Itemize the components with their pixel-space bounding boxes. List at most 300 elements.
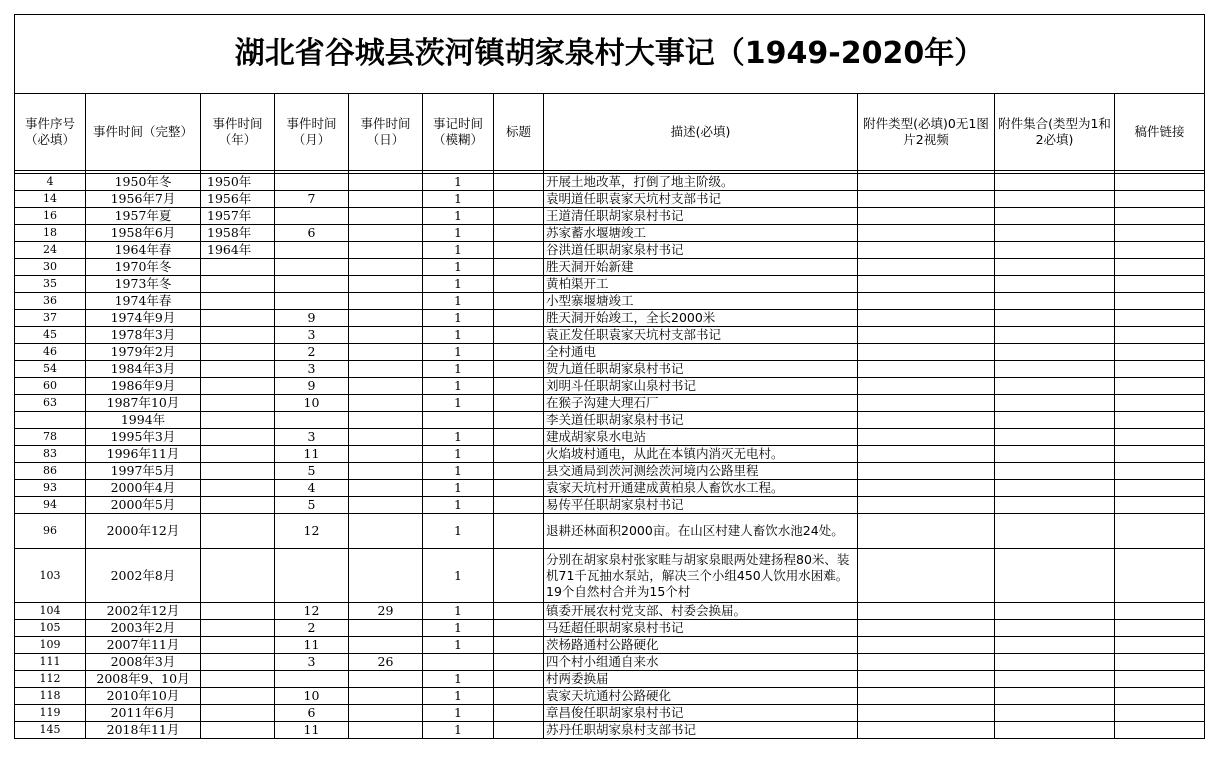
cell-attachment-type: [858, 722, 995, 739]
cell-attachment-set: [995, 688, 1115, 705]
cell-event-id: 104: [15, 603, 86, 620]
cell-fuzzy-time: 1: [423, 514, 494, 549]
cell-event-year: [201, 293, 275, 310]
cell-attachment-set: [995, 174, 1115, 191]
cell-event-month: [275, 549, 349, 603]
cell-event-id: 60: [15, 378, 86, 395]
cell-fuzzy-time: 1: [423, 705, 494, 722]
table-row: [15, 327, 1205, 344]
cell-attachment-type: [858, 497, 995, 514]
cell-event-year: 1950年: [201, 174, 275, 191]
cell-title: [494, 463, 544, 480]
cell-fuzzy-time: 1: [423, 327, 494, 344]
cell-title: [494, 344, 544, 361]
header-title: 标题: [494, 94, 544, 171]
cell-event-time-full: 2002年8月: [86, 549, 201, 603]
cell-article-link: [1115, 514, 1205, 549]
cell-event-year: 1956年: [201, 191, 275, 208]
table-row: [15, 620, 1205, 637]
cell-event-id: 111: [15, 654, 86, 671]
cell-event-year: [201, 705, 275, 722]
cell-title: [494, 429, 544, 446]
cell-event-id: 103: [15, 549, 86, 603]
header-row: [15, 94, 1205, 171]
cell-attachment-set: [995, 497, 1115, 514]
cell-title: [494, 480, 544, 497]
cell-event-month: [275, 276, 349, 293]
cell-article-link: [1115, 446, 1205, 463]
cell-event-time-full: 1994年: [86, 412, 201, 429]
cell-title: [494, 395, 544, 412]
cell-event-time-full: 1996年11月: [86, 446, 201, 463]
cell-fuzzy-time: 1: [423, 293, 494, 310]
cell-attachment-type: [858, 480, 995, 497]
cell-description: 分别在胡家泉村张家畦与胡家泉眼两处建扬程80米、装机71千瓦抽水泵站，解决三个小组450人饮用水困难。19个自然村合并为15个村: [544, 549, 858, 603]
header-attachment-set: 附件集合(类型为1和2必填): [995, 94, 1115, 171]
cell-description: 全村通电: [544, 344, 858, 361]
cell-article-link: [1115, 412, 1205, 429]
table-row: [15, 705, 1205, 722]
cell-event-id: 96: [15, 514, 86, 549]
cell-attachment-set: [995, 395, 1115, 412]
cell-event-year: [201, 310, 275, 327]
cell-event-year: [201, 412, 275, 429]
cell-article-link: [1115, 429, 1205, 446]
cell-event-id: 14: [15, 191, 86, 208]
cell-fuzzy-time: [423, 412, 494, 429]
header-fuzzy-time: 事记时间（模糊）: [423, 94, 494, 171]
cell-attachment-set: [995, 654, 1115, 671]
table-row: [15, 412, 1205, 429]
cell-description: 火焰坡村通电，从此在本镇内消灭无电村。: [544, 446, 858, 463]
cell-event-time-full: 2002年12月: [86, 603, 201, 620]
cell-fuzzy-time: 1: [423, 637, 494, 654]
cell-event-time-full: 2008年9、10月: [86, 671, 201, 688]
cell-title: [494, 259, 544, 276]
cell-attachment-type: [858, 293, 995, 310]
cell-event-day: [349, 395, 423, 412]
table-row: [15, 688, 1205, 705]
cell-event-time-full: 1957年夏: [86, 208, 201, 225]
cell-event-id: 86: [15, 463, 86, 480]
cell-event-time-full: 1974年春: [86, 293, 201, 310]
cell-attachment-set: [995, 378, 1115, 395]
cell-event-id: 16: [15, 208, 86, 225]
cell-attachment-set: [995, 705, 1115, 722]
table-row: [15, 344, 1205, 361]
cell-attachment-type: [858, 344, 995, 361]
cell-event-day: [349, 378, 423, 395]
cell-description: 在猴子沟建大理石厂: [544, 395, 858, 412]
cell-description: 胜天洞开始竣工，全长2000米: [544, 310, 858, 327]
cell-attachment-type: [858, 259, 995, 276]
cell-event-time-full: 1986年9月: [86, 378, 201, 395]
cell-event-month: [275, 208, 349, 225]
cell-event-month: 3: [275, 361, 349, 378]
cell-attachment-set: [995, 671, 1115, 688]
cell-fuzzy-time: 1: [423, 722, 494, 739]
cell-title: [494, 654, 544, 671]
cell-event-year: [201, 395, 275, 412]
cell-article-link: [1115, 378, 1205, 395]
cell-article-link: [1115, 688, 1205, 705]
header-attachment-type: 附件类型(必填)0无1图片2视频: [858, 94, 995, 171]
cell-title: [494, 549, 544, 603]
cell-fuzzy-time: 1: [423, 344, 494, 361]
cell-event-time-full: 1978年3月: [86, 327, 201, 344]
cell-event-year: [201, 429, 275, 446]
cell-title: [494, 705, 544, 722]
cell-fuzzy-time: 1: [423, 395, 494, 412]
cell-event-month: 4: [275, 480, 349, 497]
cell-event-id: [15, 412, 86, 429]
cell-attachment-set: [995, 603, 1115, 620]
cell-attachment-set: [995, 480, 1115, 497]
spreadsheet: [14, 14, 1205, 739]
cell-event-day: [349, 310, 423, 327]
cell-event-year: [201, 276, 275, 293]
cell-event-time-full: 1958年6月: [86, 225, 201, 242]
cell-article-link: [1115, 276, 1205, 293]
cell-title: [494, 310, 544, 327]
table-row: [15, 480, 1205, 497]
cell-attachment-set: [995, 191, 1115, 208]
table-row: [15, 722, 1205, 739]
table-row: [15, 174, 1205, 191]
cell-fuzzy-time: 1: [423, 429, 494, 446]
cell-event-id: 4: [15, 174, 86, 191]
cell-attachment-set: [995, 412, 1115, 429]
cell-fuzzy-time: 1: [423, 688, 494, 705]
table-row: [15, 671, 1205, 688]
cell-attachment-type: [858, 276, 995, 293]
cell-title: [494, 327, 544, 344]
cell-title: [494, 208, 544, 225]
cell-event-time-full: 2010年10月: [86, 688, 201, 705]
cell-event-time-full: 2008年3月: [86, 654, 201, 671]
cell-event-day: [349, 463, 423, 480]
cell-event-month: 2: [275, 344, 349, 361]
cell-attachment-type: [858, 361, 995, 378]
cell-description: 刘明斗任职胡家山泉村书记: [544, 378, 858, 395]
cell-event-day: [349, 361, 423, 378]
cell-event-id: 78: [15, 429, 86, 446]
cell-article-link: [1115, 259, 1205, 276]
cell-fuzzy-time: 1: [423, 242, 494, 259]
cell-attachment-type: [858, 620, 995, 637]
cell-attachment-set: [995, 549, 1115, 603]
cell-event-id: 18: [15, 225, 86, 242]
table-row: [15, 654, 1205, 671]
sheet-title: 湖北省谷城县茨河镇胡家泉村大事记（1949-2020年）: [15, 15, 1205, 94]
table-row: [15, 276, 1205, 293]
cell-fuzzy-time: 1: [423, 225, 494, 242]
cell-event-id: 109: [15, 637, 86, 654]
cell-attachment-type: [858, 603, 995, 620]
cell-description: 贺九道任职胡家泉村书记: [544, 361, 858, 378]
cell-event-month: 2: [275, 620, 349, 637]
cell-description: 王道清任职胡家泉村书记: [544, 208, 858, 225]
cell-event-id: 37: [15, 310, 86, 327]
cell-title: [494, 242, 544, 259]
cell-event-year: [201, 671, 275, 688]
cell-fuzzy-time: 1: [423, 463, 494, 480]
cell-event-year: 1958年: [201, 225, 275, 242]
cell-fuzzy-time: [423, 654, 494, 671]
cell-event-time-full: 2000年12月: [86, 514, 201, 549]
cell-attachment-set: [995, 259, 1115, 276]
cell-event-month: 11: [275, 446, 349, 463]
cell-description: 谷洪道任职胡家泉村书记: [544, 242, 858, 259]
cell-attachment-type: [858, 549, 995, 603]
cell-attachment-type: [858, 242, 995, 259]
cell-article-link: [1115, 637, 1205, 654]
cell-description: 小型寨堰塘竣工: [544, 293, 858, 310]
table-row: [15, 191, 1205, 208]
cell-event-time-full: 2011年6月: [86, 705, 201, 722]
cell-article-link: [1115, 208, 1205, 225]
table-row: [15, 378, 1205, 395]
cell-fuzzy-time: 1: [423, 671, 494, 688]
cell-event-id: 112: [15, 671, 86, 688]
cell-article-link: [1115, 654, 1205, 671]
table-row: [15, 429, 1205, 446]
cell-description: 苏家蓄水堰塘竣工: [544, 225, 858, 242]
cell-event-year: [201, 463, 275, 480]
cell-attachment-type: [858, 327, 995, 344]
cell-fuzzy-time: 1: [423, 378, 494, 395]
cell-event-year: [201, 497, 275, 514]
table-row: [15, 259, 1205, 276]
cell-attachment-type: [858, 705, 995, 722]
cell-fuzzy-time: 1: [423, 208, 494, 225]
cell-event-id: 119: [15, 705, 86, 722]
cell-event-id: 54: [15, 361, 86, 378]
cell-description: 村两委换届: [544, 671, 858, 688]
cell-event-month: 11: [275, 637, 349, 654]
cell-fuzzy-time: 1: [423, 480, 494, 497]
cell-event-month: 11: [275, 722, 349, 739]
cell-title: [494, 688, 544, 705]
cell-attachment-type: [858, 395, 995, 412]
cell-event-day: [349, 344, 423, 361]
cell-description: 退耕还林面积2000亩。在山区村建人畜饮水池24处。: [544, 514, 858, 549]
cell-fuzzy-time: 1: [423, 276, 494, 293]
cell-description: 开展土地改革，打倒了地主阶级。: [544, 174, 858, 191]
cell-event-year: [201, 344, 275, 361]
cell-attachment-set: [995, 344, 1115, 361]
cell-event-day: [349, 688, 423, 705]
cell-fuzzy-time: 1: [423, 361, 494, 378]
cell-article-link: [1115, 327, 1205, 344]
cell-description: 建成胡家泉水电站: [544, 429, 858, 446]
cell-event-day: [349, 276, 423, 293]
cell-title: [494, 497, 544, 514]
table-row: [15, 497, 1205, 514]
cell-description: 镇委开展农村党支部、村委会换届。: [544, 603, 858, 620]
cell-event-year: [201, 514, 275, 549]
cell-event-year: [201, 378, 275, 395]
cell-event-time-full: 1970年冬: [86, 259, 201, 276]
cell-event-year: [201, 549, 275, 603]
cell-article-link: [1115, 174, 1205, 191]
table-row: [15, 463, 1205, 480]
cell-description: 茨杨路通村公路硬化: [544, 637, 858, 654]
cell-event-year: [201, 327, 275, 344]
cell-event-id: 24: [15, 242, 86, 259]
header-event-id: 事件序号（必填）: [15, 94, 86, 171]
table-row: [15, 446, 1205, 463]
cell-article-link: [1115, 549, 1205, 603]
cell-event-id: 63: [15, 395, 86, 412]
cell-attachment-set: [995, 276, 1115, 293]
table-row: [15, 603, 1205, 620]
cell-title: [494, 378, 544, 395]
cell-attachment-set: [995, 310, 1115, 327]
cell-event-day: [349, 705, 423, 722]
cell-event-month: 9: [275, 378, 349, 395]
cell-event-day: [349, 259, 423, 276]
cell-article-link: [1115, 463, 1205, 480]
cell-title: [494, 514, 544, 549]
cell-event-time-full: 1984年3月: [86, 361, 201, 378]
cell-event-day: [349, 191, 423, 208]
cell-event-month: 7: [275, 191, 349, 208]
cell-attachment-type: [858, 378, 995, 395]
cell-title: [494, 620, 544, 637]
cell-attachment-set: [995, 242, 1115, 259]
cell-event-month: 12: [275, 514, 349, 549]
table-row: [15, 225, 1205, 242]
cell-event-month: 10: [275, 395, 349, 412]
cell-event-time-full: 1979年2月: [86, 344, 201, 361]
cell-attachment-type: [858, 310, 995, 327]
cell-description: 李关道任职胡家泉村书记: [544, 412, 858, 429]
header-event-month: 事件时间（月）: [275, 94, 349, 171]
cell-attachment-set: [995, 429, 1115, 446]
cell-article-link: [1115, 293, 1205, 310]
cell-event-month: 6: [275, 225, 349, 242]
cell-event-id: 30: [15, 259, 86, 276]
cell-event-time-full: 1995年3月: [86, 429, 201, 446]
cell-description: 黄柏渠开工: [544, 276, 858, 293]
cell-event-time-full: 2003年2月: [86, 620, 201, 637]
cell-title: [494, 191, 544, 208]
cell-attachment-type: [858, 174, 995, 191]
cell-event-month: [275, 412, 349, 429]
cell-event-time-full: 2000年5月: [86, 497, 201, 514]
cell-fuzzy-time: 1: [423, 497, 494, 514]
cell-description: 胜天洞开始新建: [544, 259, 858, 276]
cell-title: [494, 361, 544, 378]
table-row: [15, 293, 1205, 310]
table-row: [15, 208, 1205, 225]
header-event-time-full: 事件时间（完整）: [86, 94, 201, 171]
cell-attachment-set: [995, 208, 1115, 225]
cell-event-id: 45: [15, 327, 86, 344]
cell-event-year: [201, 446, 275, 463]
cell-attachment-type: [858, 688, 995, 705]
cell-event-day: [349, 174, 423, 191]
cell-event-time-full: 1950年冬: [86, 174, 201, 191]
cell-event-day: [349, 549, 423, 603]
cell-event-day: 29: [349, 603, 423, 620]
table-row: [15, 395, 1205, 412]
cell-event-id: 105: [15, 620, 86, 637]
table-row: [15, 310, 1205, 327]
cell-attachment-set: [995, 514, 1115, 549]
cell-event-year: [201, 361, 275, 378]
cell-event-month: [275, 671, 349, 688]
cell-event-year: [201, 480, 275, 497]
cell-attachment-type: [858, 637, 995, 654]
cell-event-time-full: 1964年春: [86, 242, 201, 259]
cell-description: 马廷超任职胡家泉村书记: [544, 620, 858, 637]
cell-attachment-set: [995, 327, 1115, 344]
cell-event-day: [349, 671, 423, 688]
cell-event-time-full: 1997年5月: [86, 463, 201, 480]
cell-attachment-type: [858, 671, 995, 688]
cell-event-day: [349, 446, 423, 463]
cell-event-day: [349, 620, 423, 637]
table-row: [15, 361, 1205, 378]
cell-title: [494, 722, 544, 739]
table-row: [15, 637, 1205, 654]
cell-event-time-full: 2007年11月: [86, 637, 201, 654]
cell-attachment-type: [858, 514, 995, 549]
cell-article-link: [1115, 497, 1205, 514]
cell-event-day: [349, 480, 423, 497]
cell-event-day: [349, 412, 423, 429]
cell-event-id: 94: [15, 497, 86, 514]
cell-event-day: [349, 497, 423, 514]
cell-event-month: 3: [275, 429, 349, 446]
cell-event-month: 6: [275, 705, 349, 722]
cell-fuzzy-time: 1: [423, 549, 494, 603]
cell-title: [494, 446, 544, 463]
cell-title: [494, 293, 544, 310]
cell-event-month: 10: [275, 688, 349, 705]
cell-title: [494, 603, 544, 620]
cell-event-month: 5: [275, 463, 349, 480]
cell-attachment-set: [995, 637, 1115, 654]
cell-article-link: [1115, 191, 1205, 208]
cell-attachment-type: [858, 225, 995, 242]
cell-article-link: [1115, 361, 1205, 378]
cell-event-year: 1957年: [201, 208, 275, 225]
cell-event-id: 35: [15, 276, 86, 293]
cell-description: 袁家天坑通村公路硬化: [544, 688, 858, 705]
cell-fuzzy-time: 1: [423, 603, 494, 620]
cell-attachment-set: [995, 293, 1115, 310]
cell-event-day: [349, 514, 423, 549]
cell-event-day: [349, 327, 423, 344]
cell-event-year: [201, 654, 275, 671]
cell-description: 袁正发任职袁家天坑村支部书记: [544, 327, 858, 344]
cell-title: [494, 174, 544, 191]
cell-article-link: [1115, 242, 1205, 259]
cell-event-year: [201, 722, 275, 739]
cell-event-year: [201, 620, 275, 637]
cell-attachment-type: [858, 208, 995, 225]
cell-fuzzy-time: 1: [423, 310, 494, 327]
cell-description: 袁家天坑村开通建成黄柏泉人畜饮水工程。: [544, 480, 858, 497]
cell-fuzzy-time: 1: [423, 259, 494, 276]
cell-attachment-set: [995, 361, 1115, 378]
table-row: [15, 242, 1205, 259]
cell-description: 章昌俊任职胡家泉村书记: [544, 705, 858, 722]
cell-event-id: 83: [15, 446, 86, 463]
